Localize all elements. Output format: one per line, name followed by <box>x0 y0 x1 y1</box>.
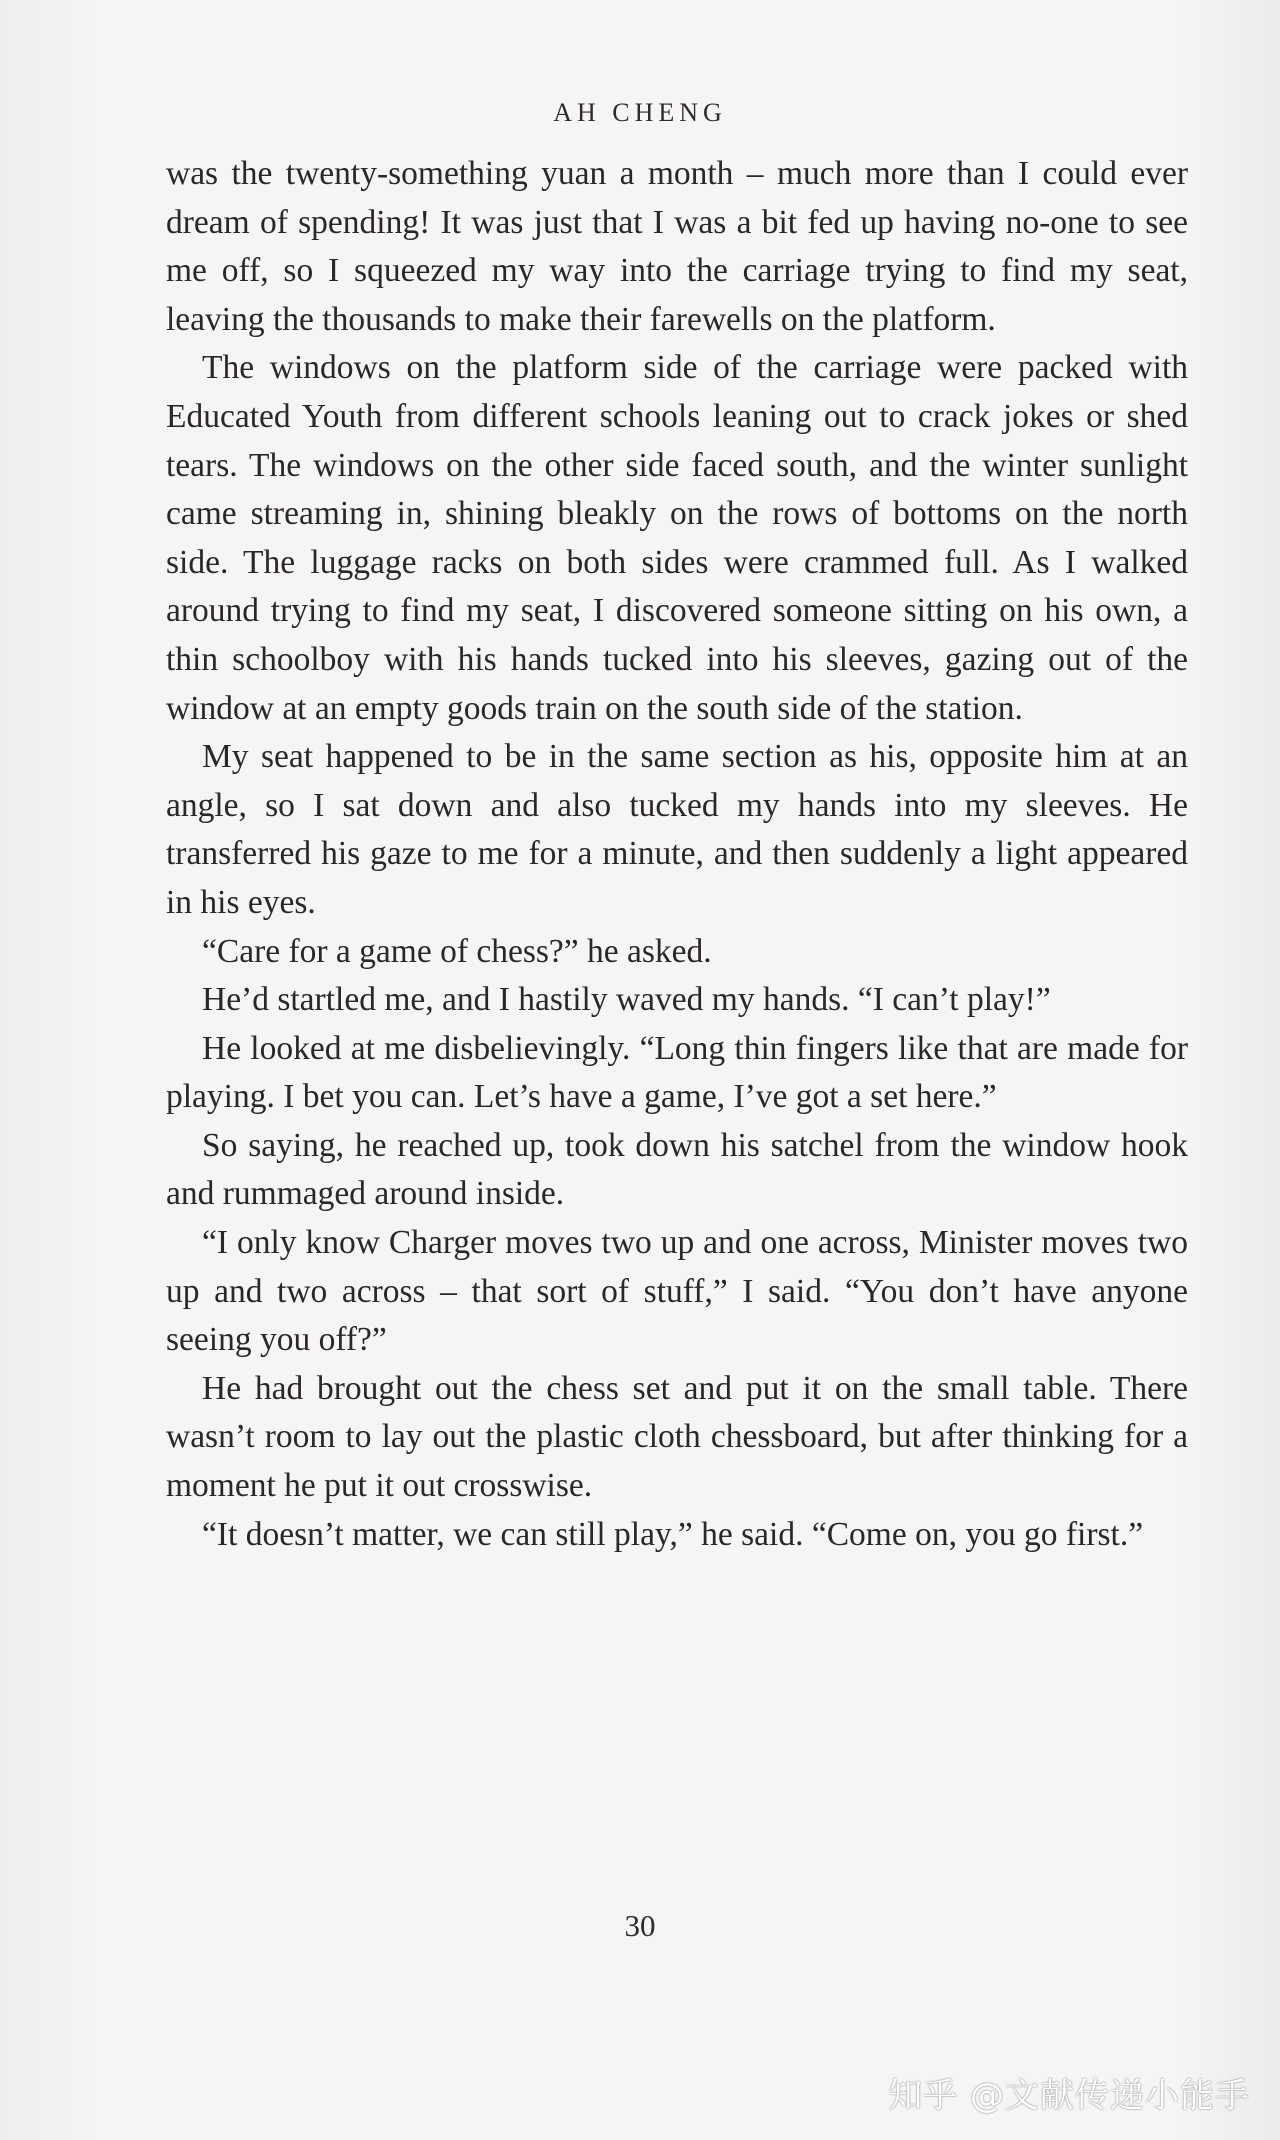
paragraph: He looked at me disbelievingly. “Long thin fingers like that are made for playing. I bet you can. Let’s have a game, I’ve got a set here.” <box>166 1029 1188 1116</box>
page-number: 30 <box>624 1908 656 1943</box>
paragraph: “I only know Charger moves two up and one across, Minister moves two up and two across – that sort of stuff,” I said. “You don’t have anyone seeing you off?” <box>166 1224 1188 1359</box>
paragraph: My seat happened to be in the same section as his, opposite him at an angle, so I sat down and also tucked my hands into my sleeves. He transferred his gaze to me for a minute, and then suddenly a light appeared in his eyes. <box>166 738 1188 921</box>
paragraph: The windows on the platform side of the carriage were packed with Educated Youth from different schools leaning out to crack jokes or shed tears. The windows on the other side faced south, and the winter sunlight came streaming in, shining bleakly on the rows of bottoms on the north side. The luggage racks on both sides were crammed full. As I walked around trying to find my seat, I discovered someone sitting on his own, a thin schoolboy with his hands tucked into his sleeves, gazing out of the window at an empty goods train on the south side of the station. <box>166 349 1188 727</box>
body-text <box>166 150 1188 1559</box>
paragraph: He had brought out the chess set and put it on the small table. There wasn’t room to lay out the plastic cloth chessboard, but after thinking for a moment he put it out crosswise. <box>166 1369 1188 1505</box>
paragraph: So saying, he reached up, took down his satchel from the window hook and rummaged around inside. <box>166 1126 1188 1213</box>
paragraph: “It doesn’t matter, we can still play,” he said. “Come on, you go first.” <box>202 1515 1144 1553</box>
running-head: AH CHENG <box>553 98 727 127</box>
paragraph: was the twenty-something yuan a month – much more than I could ever dream of spending! It was just that I was a bit fed up having no-one to see me off, so I squeezed my way into the carriage trying to find my seat, leaving the thousands to make their farewells on the platform. <box>166 155 1188 338</box>
paragraph: He’d startled me, and I hastily waved my hands. “I can’t play!” <box>202 981 1051 1019</box>
watermark: 知乎 @文献传递小能手 <box>888 2076 1250 2116</box>
paragraph: “Care for a game of chess?” he asked. <box>202 932 712 970</box>
